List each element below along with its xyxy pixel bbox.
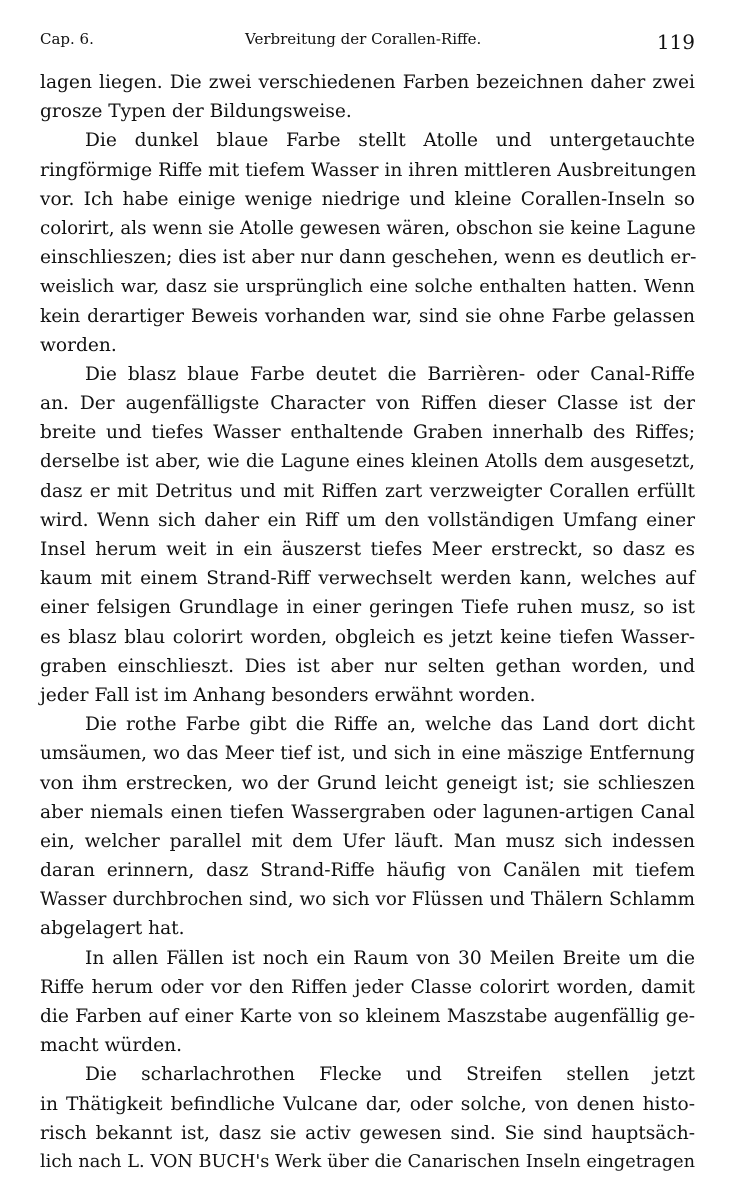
text-line: jeder Fall ist im Anhang besonders erwähnt worden. xyxy=(40,684,536,706)
text-line: breite und tiefes Wasser enthaltende Graben innerhalb des Riffes; xyxy=(40,422,695,444)
text-line: lich nach L. VON BUCH's Werk über die Canarischen Inseln eingetragen xyxy=(40,1151,695,1172)
text-line: von ihm erstrecken, wo der Grund leicht geneigt ist; sie schlieszen xyxy=(40,772,695,794)
text-line: Die blasz blaue Farbe deutet die Barrièren- oder Canal-Riffe xyxy=(85,363,695,385)
page-number: 119 xyxy=(656,30,695,54)
text-line: graben einschlieszt. Dies ist aber nur selten gethan worden, und xyxy=(40,655,695,677)
text-line: ringförmige Riffe mit tiefem Wasser in ihren mittleren Ausbreitungen xyxy=(40,159,697,181)
text-line: abgelagert hat. xyxy=(40,918,185,940)
text-line: einer felsigen Grundlage in einer geringen Tiefe ruhen musz, so ist xyxy=(40,597,695,619)
text-line: einschlieszen; dies ist aber nur dann geschehen, wenn es deutlich er- xyxy=(40,247,697,269)
text-line: derselbe ist aber, wie die Lagune eines kleinen Atolls dem ausgesetzt, xyxy=(40,451,695,473)
text-line: Riffe herum oder vor den Riffen jeder Classe colorirt worden, damit xyxy=(40,976,695,998)
text-line: grosze Typen der Bildungsweise. xyxy=(40,101,352,123)
text-line: kein derartiger Beweis vorhanden war, sind sie ohne Farbe gelassen xyxy=(40,305,695,327)
chapter-label: Cap. 6. xyxy=(40,30,94,48)
text-line: In allen Fällen ist noch ein Raum von 30 Meilen Breite um die xyxy=(85,947,695,969)
text-line: Wasser durchbrochen sind, wo sich vor Flüssen und Thälern Schlamm xyxy=(40,889,695,911)
text-line: weislich war, dasz sie ursprünglich eine solche enthalten hatten. Wenn xyxy=(40,276,695,298)
text-line: ein, welcher parallel mit dem Ufer läuft. Man musz sich indessen xyxy=(40,830,695,852)
text-line: Die rothe Farbe gibt die Riffe an, welche das Land dort dicht xyxy=(85,714,695,736)
text-line: macht würden. xyxy=(40,1035,183,1057)
text-line: dasz er mit Detritus und mit Riffen zart verzweigter Corallen erfüllt xyxy=(40,480,695,502)
text-line: in Thätigkeit befindliche Vulcane dar, oder solche, von denen histo- xyxy=(40,1093,695,1115)
text-line: lagen liegen. Die zwei verschiedenen Farben bezeichnen daher zwei xyxy=(40,72,695,93)
text-line: vor. Ich habe einige wenige niedrige und kleine Corallen-Inseln so xyxy=(40,188,695,210)
text-line: die Farben auf einer Karte von so kleinem Maszstabe augenfällig ge- xyxy=(40,1006,695,1027)
running-title: Verbreitung der Corallen-Riffe. xyxy=(245,30,482,48)
running-header xyxy=(40,22,695,56)
text-line: worden. xyxy=(40,334,117,356)
text-line: an. Der augenfälligste Character von Riffen dieser Classe ist der xyxy=(40,393,695,415)
text-line: wird. Wenn sich daher ein Riff um den vollständigen Umfang einer xyxy=(40,509,695,531)
text-line: aber niemals einen tiefen Wassergraben oder lagunen-artigen Canal xyxy=(40,801,695,823)
text-line: kaum mit einem Strand-Riff verwechselt werden kann, welches auf xyxy=(40,568,695,590)
text-line: Die scharlachrothen Flecke und Streifen stellen jetzt xyxy=(85,1064,695,1086)
text-line: es blasz blau colorirt worden, obgleich es jetzt keine tiefen Wasser- xyxy=(40,626,695,648)
text-line: Insel herum weit in ein äuszerst tiefes Meer erstreckt, so dasz es xyxy=(40,539,695,560)
text-line: risch bekannt ist, dasz sie activ gewesen sind. Sie sind hauptsäch- xyxy=(40,1122,695,1144)
text-line: Die dunkel blaue Farbe stellt Atolle und untergetauchte xyxy=(85,130,695,152)
text-line: umsäumen, wo das Meer tief ist, und sich in eine mäszige Entfernung xyxy=(40,743,695,765)
text-line: daran erinnern, dasz Strand-Riffe häufig von Canälen mit tiefem xyxy=(40,860,695,882)
text-line: colorirt, als wenn sie Atolle gewesen wären, obschon sie keine Lagune xyxy=(40,217,696,239)
body-text xyxy=(40,68,695,1177)
